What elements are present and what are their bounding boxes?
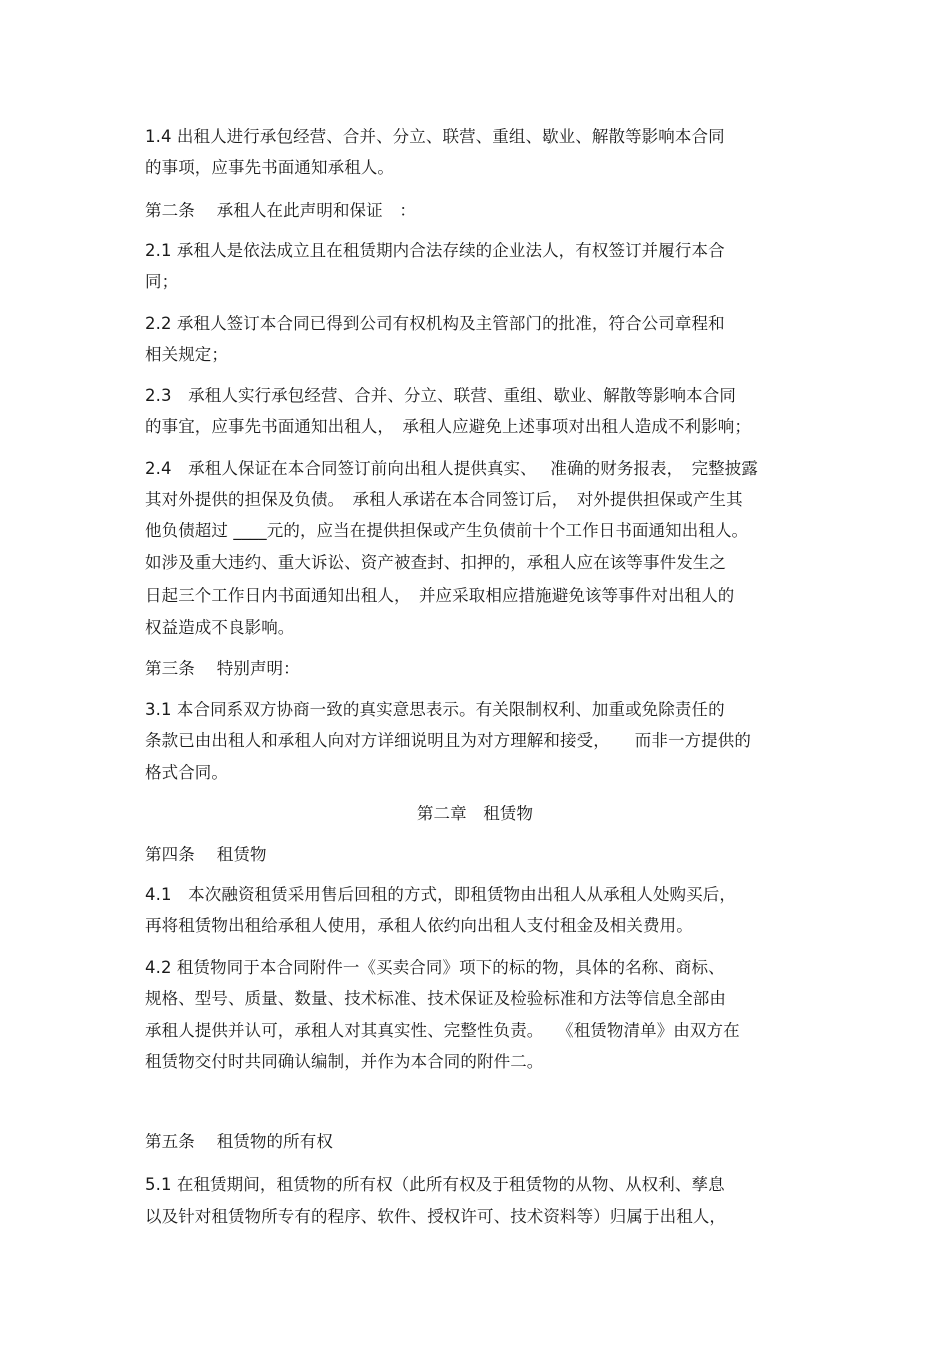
text-line: 2.4 承租人保证在本合同签订前向出租人提供真实、 准确的财务报表， 完整披露 <box>145 459 758 478</box>
text-line: 承租人提供并认可，承租人对其真实性、完整性负责。 《租赁物清单》由双方在 <box>145 1021 740 1040</box>
article-heading: 第三条 特别声明： <box>145 659 300 678</box>
text-line: 如涉及重大违约、重大诉讼、资产被查封、扣押的，承租人应在该等事件发生之 <box>145 553 726 572</box>
text-line: 2.2 承租人签订本合同已得到公司有权机构及主管部门的批准，符合公司章程和 <box>145 314 725 333</box>
text-line: 2.1 承租人是依法成立且在租赁期内合法存续的企业法人，有权签订并履行本合 <box>145 241 725 260</box>
text-line: 规格、型号、质量、数量、技术标准、技术保证及检验标准和方法等信息全部由 <box>145 989 726 1008</box>
text-line: 的事项，应事先书面通知承租人。 <box>145 158 394 177</box>
text-line: 4.1 本次融资租赁采用售后回租的方式，即租赁物由出租人从承租人处购买后， <box>145 885 736 904</box>
text-line: 2.3 承租人实行承包经营、合并、分立、联营、重组、歇业、解散等影响本合同 <box>145 386 736 405</box>
text-line: 相关规定； <box>145 345 228 364</box>
text-line: 3.1 本合同系双方协商一致的真实意思表示。有关限制权利、加重或免除责任的 <box>145 700 725 719</box>
text-line: 的事宜，应事先书面通知出租人， 承租人应避免上述事项对出租人造成不利影响； <box>145 417 751 436</box>
text-line: 5.1 在租赁期间，租赁物的所有权（此所有权及于租赁物的从物、从权利、孳息 <box>145 1175 725 1194</box>
text-line: 以及针对租赁物所专有的程序、软件、授权许可、技术资料等）归属于出租人， <box>145 1207 726 1226</box>
text-line: 权益造成不良影响。 <box>145 618 295 637</box>
text-line: 条款已由出租人和承租人向对方详细说明且为对方理解和接受， 而非一方提供的 <box>145 731 751 750</box>
article-heading: 第二条 承租人在此声明和保证 ： <box>145 201 416 220</box>
text-line: 日起三个工作日内书面通知出租人， 并应采取相应措施避免该等事件对出租人的 <box>145 586 735 605</box>
article-heading: 第四条 租赁物 <box>145 845 267 864</box>
text-line: 他负债超过 ____元的，应当在提供担保或产生负债前十个工作日书面通知出租人。 <box>145 521 749 540</box>
text-line: 租赁物交付时共同确认编制，并作为本合同的附件二。 <box>145 1052 544 1071</box>
text-line: 同； <box>145 272 179 291</box>
article-heading: 第五条 租赁物的所有权 <box>145 1132 333 1151</box>
text-line: 4.2 租赁物同于本合同附件一《买卖合同》项下的标的物，具体的名称、商标、 <box>145 958 725 977</box>
text-line: 再将租赁物出租给承租人使用，承租人依约向出租人支付租金及相关费用。 <box>145 916 693 935</box>
text-line: 其对外提供的担保及负债。 承租人承诺在本合同签订后， 对外提供担保或产生其 <box>145 490 743 509</box>
chapter-heading: 第二章 租赁物 <box>416 804 534 823</box>
text-line: 格式合同。 <box>145 763 228 782</box>
text-line: 1.4 出租人进行承包经营、合并、分立、联营、重组、歇业、解散等影响本合同 <box>145 127 725 146</box>
